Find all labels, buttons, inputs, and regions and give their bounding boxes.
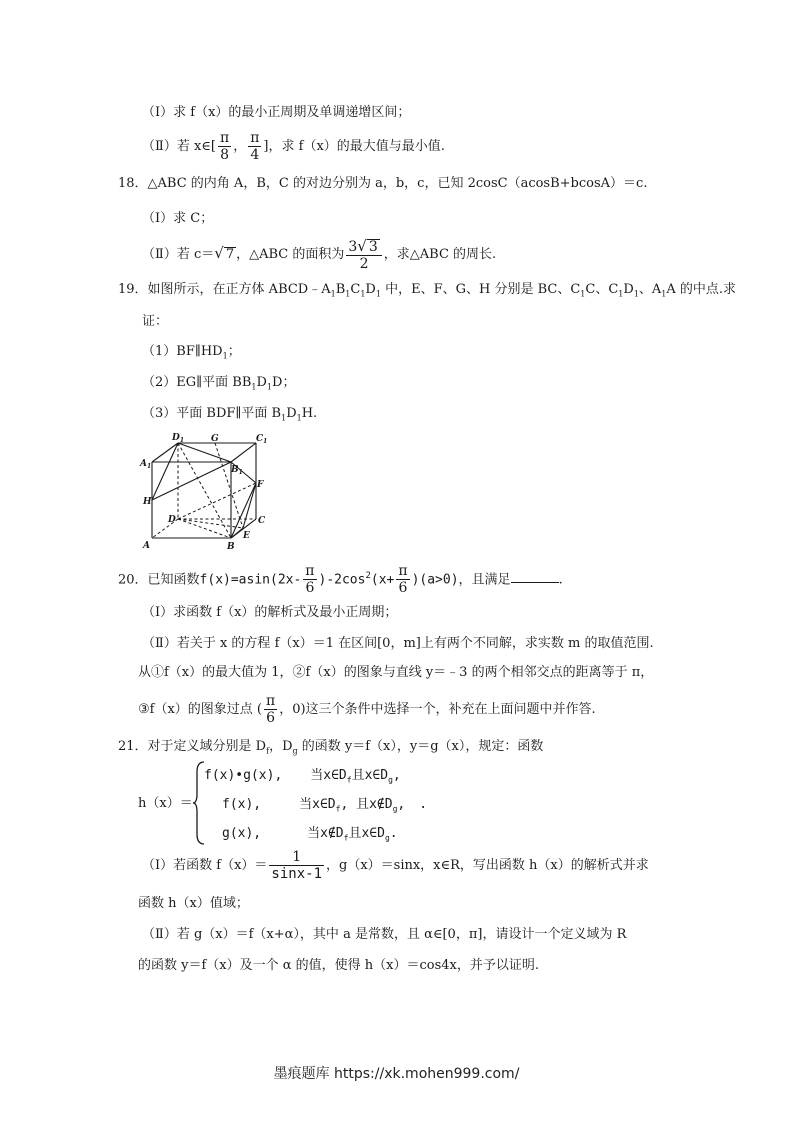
q18-sqrt-7: 7 [225,247,235,262]
q18-stem: 18．△ABC 的内角 A，B，C 的对边分别为 a，b，c，已知 2cosC（acosB+bcosA）＝c. [118,176,648,191]
q20-stem: 20．已知函数f(x)=asin(2x- $\frac{\pi}{6}$ )$-2\cos^2(x+$ $\frac{\pi}{6}$ )(a>0)，且满足 . [118,563,563,597]
q19-item3: （3）平面 BDF∥平面 $B_1D_1H$. [142,406,318,423]
q19-stem-cont: 证： [142,314,169,329]
q21-case2: f(x), 当$x\in D_f$, 且$x\notin D_g$, . [222,797,428,814]
q20-cond1: 从①f（x）的最大值为 1，②f（x）的图象与直线 y＝﹣3 的两个相邻交点的距离等于 π， [138,665,654,680]
label-B1: $B_1$ [231,465,243,476]
label-H: H [143,497,152,507]
q21-case3: g(x), 当$x\notin D_f$且$x\in D_g$. [222,826,398,843]
q17-sep: ， [233,139,247,154]
q21-part1-cont: 函数 h（x）值域； [138,896,249,911]
q18-part2-prefix: （Ⅱ）若 c＝ [142,247,215,262]
answer-blank [511,570,559,583]
q19-stem: 19．如图所示，在正方体 $ABCD﹣A_1B_1C_1D_1$ 中，E、F、G、H 分别是 BC、$C_1C$、$C_1D_1$、$A_1A$ 的中点.求 [118,282,737,299]
q18-part1: （Ⅰ）求 C； [142,211,214,226]
q17-part1: （Ⅰ）求 f（x）的最小正周期及单调递增区间； [142,105,411,120]
label-D1: $D_1$ [172,433,184,444]
frac-den: 2 [359,255,369,272]
cube-figure [138,430,270,552]
q18-area-frac [346,238,381,272]
label-F: F [257,480,264,490]
q21-part2-line1: （Ⅱ）若 g（x）＝f（x+α），其中 a 是常数，且 α∈[0，π]，请设计一个定义域为 R [142,927,627,942]
page-footer: 墨痕题库 https://xk.mohen999.com/ [273,1066,520,1082]
area-sqrt: 3 [368,238,378,255]
q18-part2 [142,233,496,273]
q17-part2 [142,127,445,167]
frac-den: 8 [220,147,230,163]
frac-num: π [220,130,230,146]
label-A1: $A_1$ [140,459,152,470]
q18-part2-suffix: ，求△ABC 的周长. [383,247,497,262]
q21-h-label: h（x）＝ [138,796,193,811]
frac-num: π [250,130,260,146]
sqrt-sign: √ [357,236,367,255]
label-G: G [211,434,219,444]
q17-frac-pi-4 [248,130,261,163]
q19-item1: $(1)BF\parallel HD_1$； [142,344,241,361]
frac-den: 4 [250,147,260,163]
q21-case1: f(x)•g(x), 当$x\in D_f$且$x\in D_g$, [204,768,401,785]
label-C1: $C_1$ [256,434,268,445]
q21-part2-line2: 的函数 y＝f（x）及一个 α 的值，使得 h（x）＝cos4x，并予以证明. [138,958,540,973]
label-B: B [227,542,235,552]
q18-part2-mid: ，△ABC 的面积为 [236,247,345,262]
label-C: C [258,516,266,526]
label-D: D [168,515,176,525]
q21-part1: （Ⅰ）若函数 f（x）＝ $\frac{1}{\sin x-1}$ ，g（x）＝sinx，x∈R，写出函数 h（x）的解析式并求 [142,849,649,882]
label-E: E [243,531,250,541]
q19-item2: （2）EG∥平面 $BB_1D_1D$； [142,375,296,392]
q20-cond2: ③f（x）的图象过点 ( $\frac{\pi}{6}$ ，0)这三个条件中选择一个，补充在上面问题中并作答. [138,693,596,726]
area-coef: 3 [348,238,358,255]
frac-num [346,238,381,256]
q20-part1: （Ⅰ）求函数 f（x）的解析式及最小正周期； [142,605,398,620]
sqrt-sign: √ [214,244,224,262]
q17-frac-pi-8 [218,130,231,163]
q21-stem: 21．对于定义域分别是 $D_f$，$D_g$ 的函数 y＝f（x），y＝g（x），规定：函数 [118,739,544,756]
q17-part2-suffix: ]，求 f（x）的最大值与最小值. [263,139,445,154]
q20-part2: （Ⅱ）若关于 x 的方程 f（x）＝1 在区间[0，m]上有两个不同解，求实数 m 的取值范围. [142,636,654,651]
label-A: A [143,541,150,551]
q17-part2-prefix: （Ⅱ）若 x∈[ [142,139,216,154]
